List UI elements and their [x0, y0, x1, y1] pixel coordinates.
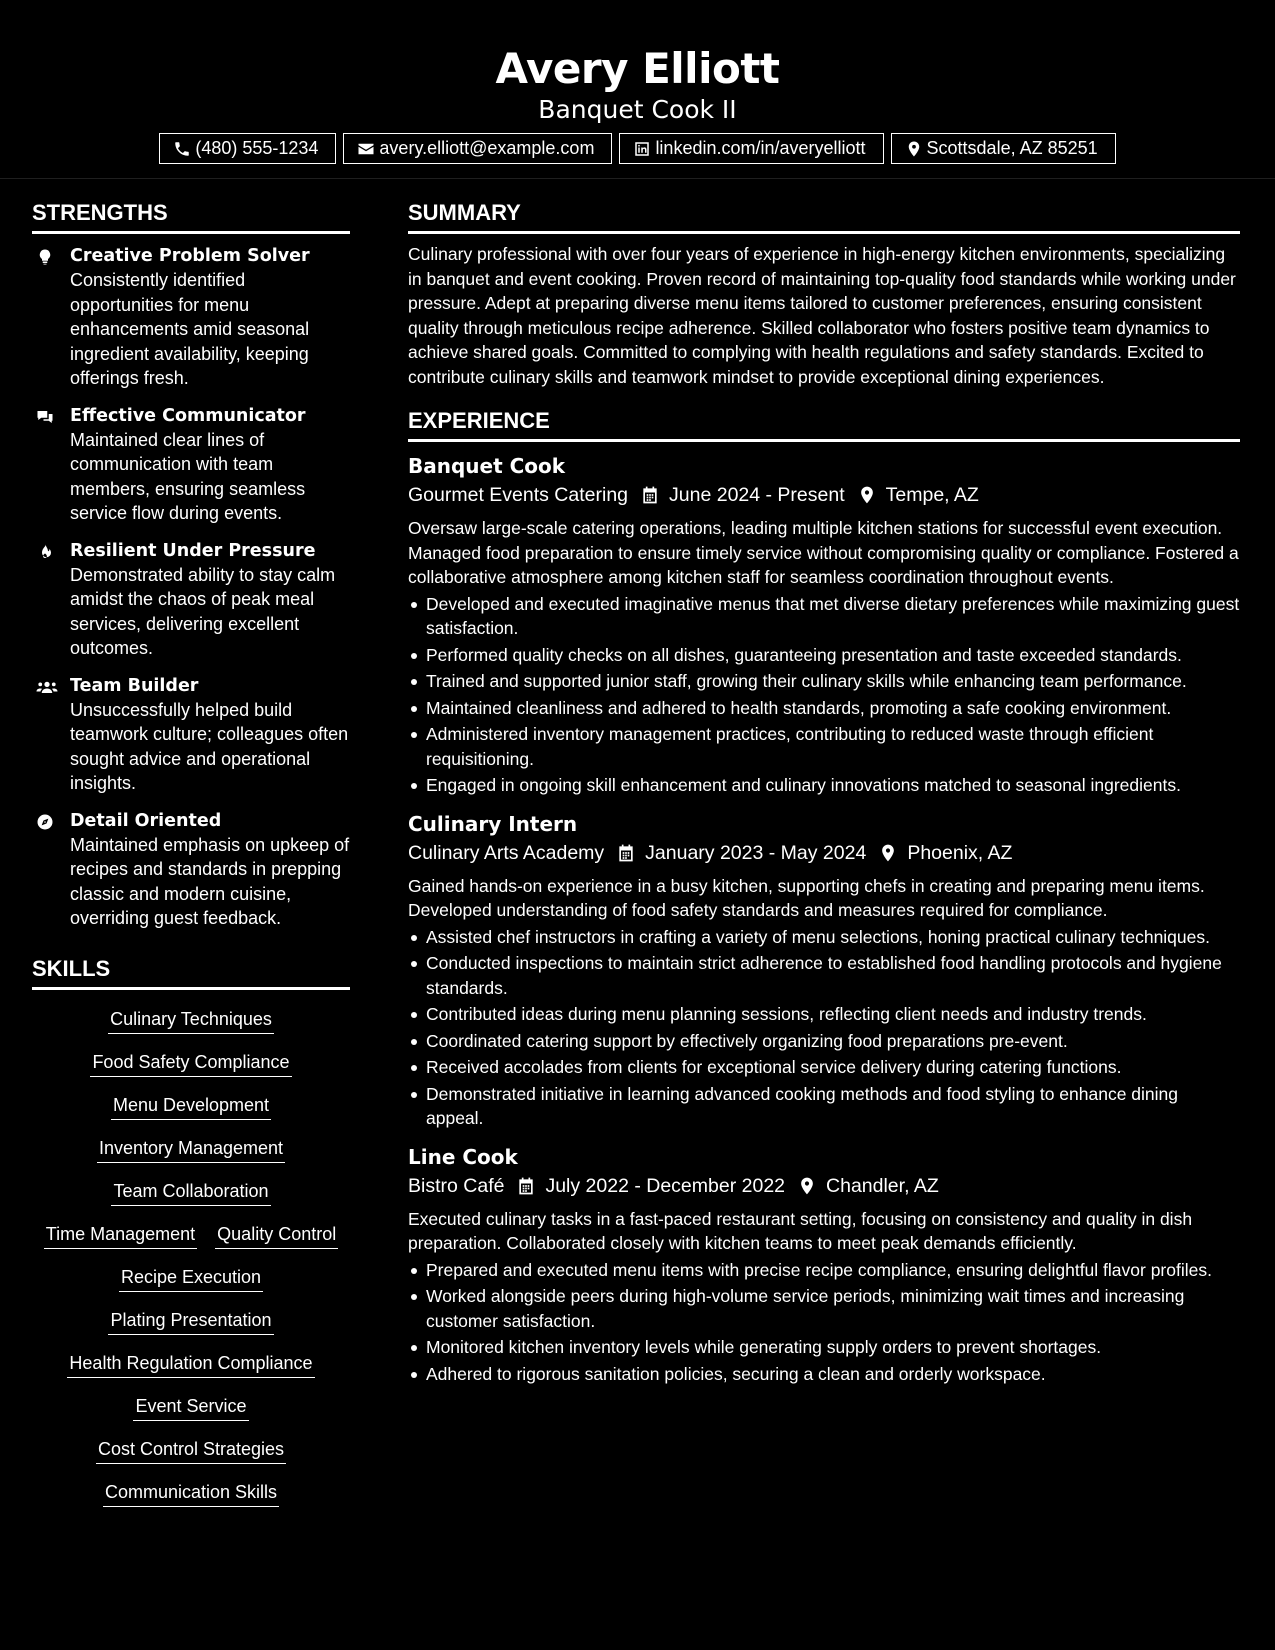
list-item: Prepared and executed menu items with precise recipe compliance, ensuring delightful flavor profiles. [408, 1258, 1240, 1283]
location-text: Scottsdale, AZ 85251 [926, 138, 1098, 158]
strength-title: Effective Communicator [70, 405, 306, 426]
strength-desc: Maintained emphasis on upkeep of recipes and standards in prepping classic and modern cuisine, overriding guest feedback. [70, 834, 350, 928]
job-company: Culinary Arts Academy [408, 841, 605, 864]
list-item: Worked alongside peers during high-volume service periods, minimizing wait times and increasing customer satisfaction. [408, 1284, 1240, 1333]
summary-text: Culinary professional with over four years of experience in high-energy kitchen environments, specializing in banquet and event cooking. Proven record of maintaining top-quality food standards while working under pressure. Adept at preparing diverse menu items tailored to customer preferences, ensuring consistent quality through meticulous recipe adherence. Skilled collaborator who fosters positive team dynamics to achieve shared goals. Committed to complying with health regulations and safety standards. Excited to contribute culinary skills and teamwork mindset to provide exceptional dining experiences. [408, 244, 1236, 387]
right-column [408, 195, 1240, 1398]
list-item: Trained and supported junior staff, growing their culinary skills while enhancing team performance. [408, 669, 1240, 694]
job-location: Phoenix, AZ [907, 841, 1013, 864]
job-location: Chandler, AZ [826, 1174, 939, 1197]
skill-tag: Food Safety Compliance [90, 1051, 291, 1077]
skill-tag: Health Regulation Compliance [67, 1352, 314, 1378]
strength-item [32, 674, 350, 796]
comments-icon [34, 408, 56, 426]
compass-icon [34, 813, 56, 831]
strength-item [32, 404, 350, 526]
list-item: Coordinated catering support by effectively organizing food preparations pre-event. [408, 1029, 1240, 1054]
job-dates: June 2024 - Present [669, 484, 845, 506]
strength-title: Detail Oriented [70, 810, 222, 831]
skill-tag: Recipe Execution [119, 1266, 263, 1292]
job-meta [408, 480, 1240, 510]
summary-heading: SUMMARY [408, 195, 1240, 234]
job-entry [408, 452, 1240, 798]
job-meta [408, 838, 1240, 868]
users-icon [34, 678, 60, 696]
skill-tag: Quality Control [215, 1223, 338, 1249]
strength-desc: Maintained clear lines of communication with team members, ensuring seamless service flow during events. [70, 429, 306, 523]
calendar-icon [616, 843, 636, 863]
envelope-icon [357, 140, 375, 158]
strength-desc: Unsuccessfully helped build teamwork culture; colleagues often sought advice and operational insights. [70, 699, 349, 793]
job-dates: January 2023 - May 2024 [645, 841, 867, 864]
contact-linkedin[interactable] [619, 133, 883, 164]
fire-icon [34, 543, 56, 561]
phone-icon [173, 140, 191, 158]
candidate-name: Avery Elliott [495, 44, 780, 93]
list-item: Received accolades from clients for exceptional service delivery during catering functions. [408, 1055, 1240, 1080]
job-title: Culinary Intern [408, 811, 578, 836]
contact-phone [159, 133, 336, 164]
phone-text: (480) 555-1234 [195, 138, 319, 158]
job-entry [408, 810, 1240, 1131]
resume-header [0, 0, 1275, 179]
skill-tag: Team Collaboration [111, 1180, 270, 1206]
list-item: Engaged in ongoing skill enhancement and culinary innovations matched to seasonal ingredients. [408, 773, 1240, 798]
list-item: Administered inventory management practices, contributing to reduced waste through efficient requisitioning. [408, 722, 1240, 771]
job-description: Oversaw large-scale catering operations, leading multiple kitchen stations for successful event execution. Managed food preparation to ensure timely service without compromising quality or compliance. Fostered a collaborative atmosphere among kitchen staff for seamless coordination throughout events. [408, 518, 1239, 587]
lightbulb-icon [34, 248, 56, 266]
skill-tag: Communication Skills [103, 1481, 279, 1507]
strength-item [32, 809, 350, 931]
calendar-icon [640, 485, 660, 505]
list-item: Contributed ideas during menu planning sessions, reflecting client needs and industry trends. [408, 1002, 1240, 1027]
job-location: Tempe, AZ [885, 484, 979, 506]
map-pin-icon [878, 843, 898, 863]
list-item: Adhered to rigorous sanitation policies, securing a clean and orderly workspace. [408, 1362, 1240, 1387]
job-bullets [408, 592, 1240, 798]
skill-tag: Inventory Management [97, 1137, 285, 1163]
skills-list [32, 1008, 350, 1507]
job-company: Gourmet Events Catering [408, 484, 629, 506]
job-company: Bistro Café [408, 1174, 505, 1197]
linkedin-text: linkedin.com/in/averyelliott [655, 138, 866, 158]
map-pin-icon [905, 140, 923, 158]
job-dates: July 2022 - December 2022 [545, 1174, 786, 1197]
list-item: Assisted chef instructors in crafting a variety of menu selections, honing practical culinary techniques. [408, 925, 1240, 950]
calendar-icon [516, 1176, 536, 1196]
list-item: Maintained cleanliness and adhered to health standards, promoting a safe cooking environment. [408, 696, 1240, 721]
skill-tag: Cost Control Strategies [96, 1438, 286, 1464]
skill-tag: Menu Development [111, 1094, 271, 1120]
skill-tag: Culinary Techniques [108, 1008, 274, 1034]
list-item: Demonstrated initiative in learning advanced cooking methods and food styling to enhance dining appeal. [408, 1082, 1240, 1131]
list-item: Developed and executed imaginative menus that met diverse dietary preferences while maximizing guest satisfaction. [408, 592, 1240, 641]
job-entry [408, 1143, 1240, 1387]
strength-item [32, 244, 350, 391]
candidate-title: Banquet Cook II [538, 95, 737, 124]
skill-tag: Time Management [44, 1223, 197, 1249]
skill-tag: Event Service [133, 1395, 248, 1421]
job-title: Banquet Cook [408, 454, 566, 478]
job-meta [408, 1171, 1240, 1201]
job-bullets [408, 1258, 1240, 1387]
map-pin-icon [797, 1176, 817, 1196]
job-bullets [408, 925, 1240, 1131]
list-item: Performed quality checks on all dishes, guaranteeing presentation and taste exceeded standards. [408, 643, 1240, 668]
email-text: avery.elliott@example.com [379, 138, 595, 158]
list-item: Conducted inspections to maintain strict adherence to established food handling protocols and hygiene standards. [408, 951, 1240, 1000]
contact-bar [0, 133, 1275, 164]
job-description: Executed culinary tasks in a fast-paced restaurant setting, focusing on consistency and quality in dish preparation. Collaborated closely with kitchen teams to meet peak demands efficiently. [408, 1208, 1193, 1253]
left-column [32, 195, 350, 1507]
map-pin-icon [857, 485, 877, 505]
linkedin-icon [633, 140, 651, 158]
contact-email[interactable] [343, 133, 612, 164]
strength-title: Team Builder [70, 675, 199, 696]
list-item: Monitored kitchen inventory levels while generating supply orders to prevent shortages. [408, 1335, 1240, 1360]
job-description: Gained hands-on experience in a busy kitchen, supporting chefs in creating and preparing menu items. Developed understanding of food safety standards and measures required for compliance. [408, 875, 1205, 920]
strengths-heading: STRENGTHS [32, 195, 350, 234]
skill-tag: Plating Presentation [108, 1309, 273, 1335]
contact-location [891, 133, 1116, 164]
strength-desc: Consistently identified opportunities for menu enhancements amid seasonal ingredient availability, keeping offerings fresh. [70, 270, 310, 388]
strength-item [32, 539, 350, 661]
skills-heading: SKILLS [32, 951, 350, 990]
strength-desc: Demonstrated ability to stay calm amidst the chaos of peak meal services, delivering excellent outcomes. [70, 564, 336, 658]
experience-heading: EXPERIENCE [408, 403, 1240, 442]
strengths-list [32, 244, 350, 931]
strength-title: Creative Problem Solver [70, 246, 310, 266]
job-title: Line Cook [408, 1144, 518, 1169]
strength-title: Resilient Under Pressure [70, 540, 316, 561]
